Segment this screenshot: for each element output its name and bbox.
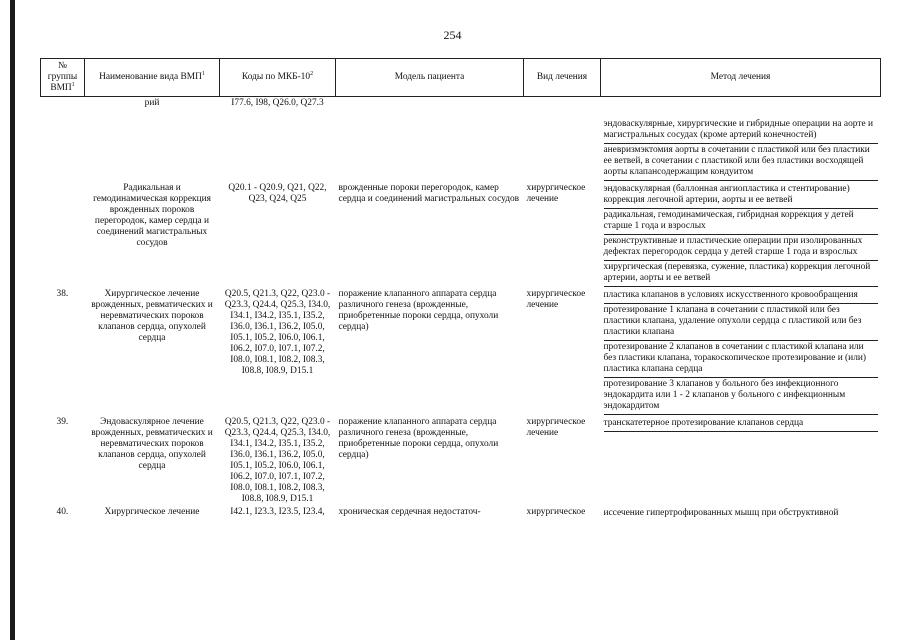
row-type: хирургическое лечение xyxy=(526,417,586,438)
row-name: Хирургическое лечение врожденных, ревматических и неревматических пороков клапанов сердца, опухолей сердца xyxy=(91,289,213,343)
header-method: Метод лечения xyxy=(601,59,881,97)
row-model: поражение клапанного аппарата сердца различного генеза (врожденные, приобретенные пороки сердца, опухоли сердца) xyxy=(338,417,499,460)
method-item: эндоваскулярные, хирургические и гибридные операции на аорте и магистральных сосудах (кроме артерий конечностей) xyxy=(604,118,878,144)
header-model: Модель пациента xyxy=(336,59,524,97)
method-item: пластика клапанов в условиях искусственного кровообращения xyxy=(604,289,878,304)
table-row xyxy=(41,506,881,522)
method-item: транскатетерное протезирование клапанов сердца xyxy=(604,417,878,432)
table-row xyxy=(41,97,881,183)
row-name: Радикальная и гемодинамическая коррекция врожденных пороков перегородок, камер сердца и соединений магистральных сосудов xyxy=(93,183,211,248)
method-item: эндоваскулярная (баллонная ангиопластика и стентирование) коррекция легочной артерии, аорты и ее ветвей xyxy=(604,183,878,209)
row-number: 38. xyxy=(56,289,69,299)
row-model: хроническая сердечная недостаточ- xyxy=(338,507,481,517)
header-type: Вид лечения xyxy=(524,59,601,97)
table-header-row xyxy=(41,59,881,97)
row-model xyxy=(336,97,524,183)
method-item: хирургическая (перевязка, сужение, пластика) коррекция легочной артерии, аорты и ее ветвей xyxy=(604,261,878,287)
row-name: Эндоваскулярное лечение врожденных, ревматических и неревматических пороков клапанов сердца, опухолей сердца xyxy=(91,417,213,471)
row-name: рий xyxy=(144,98,160,108)
row-codes: Q20.5, Q21.3, Q22, Q23.0 - Q23.3, Q24.4, Q25.3, I34.0, I34.1, I34.2, I35.1, I35.2, I36.0, I36.1, I36.2, I05.0, I05.1, I05.2, I06.0, I06.1, I06.2, I07.0, I07.1, I07.2, I08.0, I08.1, I08.2, I08.3, I08.8, I08.9, D15.1 xyxy=(224,417,331,504)
row-codes: I77.6, I98, Q26.0, Q27.3 xyxy=(231,98,324,108)
table-row xyxy=(41,416,881,506)
scan-edge xyxy=(10,0,15,640)
table-row xyxy=(41,182,881,288)
vmp-table xyxy=(40,58,881,522)
header-group: № группы ВМП$^1$ xyxy=(41,59,85,97)
row-codes: Q20.5, Q21.3, Q22, Q23.0 - Q23.3, Q24.4, Q25.3, I34.0, I34.1, I34.2, I35.1, I35.2, I36.0, I36.1, I36.2, I05.0, I05.1, I05.2, I06.0, I06.1, I06.2, I07.0, I07.1, I07.2, I08.0, I08.1, I08.2, I08.3, I08.8, I08.9, D15.1 xyxy=(224,289,331,376)
row-number: 39. xyxy=(56,417,69,427)
method-item: иссечение гипертрофированных мышц при обструктивной xyxy=(603,508,839,518)
row-methods xyxy=(601,182,881,288)
method-item: протезирование 2 клапанов в сочетании с пластикой клапана или без пластики клапана, торакоскопическое протезирование и (или) пластика клапана сердца xyxy=(604,341,878,378)
row-number: 40. xyxy=(56,507,69,517)
row-methods xyxy=(601,288,881,416)
method-item: протезирование 3 клапанов у больного без инфекционного эндокардита или 1 - 2 клапанов у больного с инфекционным эндокардитом xyxy=(604,378,878,415)
row-codes: Q20.1 - Q20.9, Q21, Q22, Q23, Q24, Q25 xyxy=(228,183,327,204)
header-name: Наименование вида ВМП$^1$ xyxy=(85,59,220,97)
row-name: Хирургическое лечение xyxy=(104,507,200,517)
row-number xyxy=(41,182,85,288)
row-type xyxy=(524,97,601,183)
row-methods xyxy=(601,416,881,506)
header-codes: Коды по МКБ-$10^2$ xyxy=(220,59,336,97)
method-item: аневризмэктомия аорты в сочетании с пластикой или без пластики ее ветвей, в сочетании с пластикой или без пластики восходящей аорты клапансодержащим кондуитом xyxy=(604,144,878,181)
method-item: протезирование 1 клапана в сочетании с пластикой или без пластики клапана, удаление опухоли сердца с пластикой или без пластики клапана xyxy=(604,304,878,341)
table-row xyxy=(41,288,881,416)
row-methods xyxy=(601,97,881,183)
row-codes: I42.1, I23.3, I23.5, I23.4, xyxy=(230,507,325,517)
row-model: поражение клапанного аппарата сердца различного генеза (врожденные, приобретенные пороки сердца, опухоли сердца) xyxy=(338,289,499,332)
row-model: врожденные пороки перегородок, камер сердца и соединений магистральных сосудов xyxy=(338,183,520,204)
row-type: хирургическое лечение xyxy=(526,183,586,204)
method-item: радикальная, гемодинамическая, гибридная коррекция у детей старше 1 года и взрослых xyxy=(604,209,878,235)
row-number xyxy=(41,97,85,183)
method-item: реконструктивные и пластические операции при изолированных дефектах перегородок сердца у детей старше 1 года и взрослых xyxy=(604,235,878,261)
row-type: хирургическое xyxy=(526,507,586,517)
row-methods xyxy=(601,506,881,522)
row-type: хирургическое лечение xyxy=(526,289,586,310)
page-number: 254 xyxy=(443,28,462,42)
